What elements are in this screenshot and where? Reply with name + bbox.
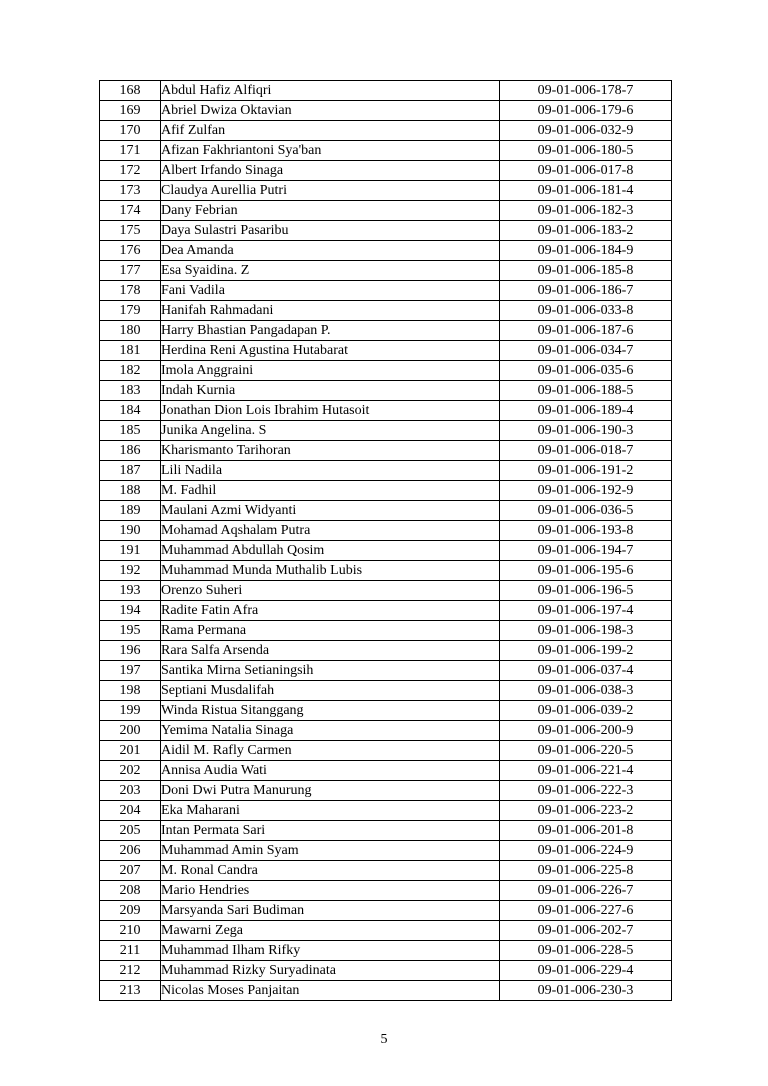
row-number: 199 — [100, 701, 161, 721]
row-number: 191 — [100, 541, 161, 561]
table-row — [100, 161, 672, 181]
table-row — [100, 581, 672, 601]
participant-name: Junika Angelina. S — [161, 421, 500, 441]
participant-name: Afizan Fakhriantoni Sya'ban — [161, 141, 500, 161]
table-row — [100, 201, 672, 221]
participant-id: 09-01-006-183-2 — [500, 221, 672, 241]
participant-name: Indah Kurnia — [161, 381, 500, 401]
table-row — [100, 421, 672, 441]
participant-id: 09-01-006-202-7 — [500, 921, 672, 941]
row-number: 168 — [100, 81, 161, 101]
participant-name: Rama Permana — [161, 621, 500, 641]
participant-name: Afif Zulfan — [161, 121, 500, 141]
participant-id: 09-01-006-198-3 — [500, 621, 672, 641]
table-row — [100, 561, 672, 581]
participant-id: 09-01-006-181-4 — [500, 181, 672, 201]
table-row — [100, 821, 672, 841]
row-number: 200 — [100, 721, 161, 741]
participant-name: M. Fadhil — [161, 481, 500, 501]
participant-id: 09-01-006-179-6 — [500, 101, 672, 121]
participant-id: 09-01-006-226-7 — [500, 881, 672, 901]
row-number: 182 — [100, 361, 161, 381]
participant-name: Jonathan Dion Lois Ibrahim Hutasoit — [161, 401, 500, 421]
participant-name: Radite Fatin Afra — [161, 601, 500, 621]
row-number: 213 — [100, 981, 161, 1001]
participant-id: 09-01-006-196-5 — [500, 581, 672, 601]
row-number: 193 — [100, 581, 161, 601]
participant-table-body — [100, 81, 672, 1001]
table-row — [100, 901, 672, 921]
table-row — [100, 681, 672, 701]
participant-name: Annisa Audia Wati — [161, 761, 500, 781]
table-row — [100, 241, 672, 261]
row-number: 196 — [100, 641, 161, 661]
participant-name: Abriel Dwiza Oktavian — [161, 101, 500, 121]
row-number: 187 — [100, 461, 161, 481]
participant-name: Septiani Musdalifah — [161, 681, 500, 701]
table-row — [100, 501, 672, 521]
participant-id: 09-01-006-222-3 — [500, 781, 672, 801]
row-number: 197 — [100, 661, 161, 681]
participant-id: 09-01-006-225-8 — [500, 861, 672, 881]
row-number: 189 — [100, 501, 161, 521]
participant-id: 09-01-006-228-5 — [500, 941, 672, 961]
row-number: 173 — [100, 181, 161, 201]
participant-name: Herdina Reni Agustina Hutabarat — [161, 341, 500, 361]
row-number: 190 — [100, 521, 161, 541]
participant-name: Lili Nadila — [161, 461, 500, 481]
participant-name: Mario Hendries — [161, 881, 500, 901]
participant-name: Muhammad Amin Syam — [161, 841, 500, 861]
participant-name: Albert Irfando Sinaga — [161, 161, 500, 181]
participant-id: 09-01-006-189-4 — [500, 401, 672, 421]
participant-id: 09-01-006-200-9 — [500, 721, 672, 741]
participant-id: 09-01-006-184-9 — [500, 241, 672, 261]
row-number: 186 — [100, 441, 161, 461]
table-row — [100, 881, 672, 901]
row-number: 201 — [100, 741, 161, 761]
row-number: 194 — [100, 601, 161, 621]
participant-id: 09-01-006-034-7 — [500, 341, 672, 361]
table-row — [100, 221, 672, 241]
participant-id: 09-01-006-221-4 — [500, 761, 672, 781]
participant-name: Daya Sulastri Pasaribu — [161, 221, 500, 241]
table-row — [100, 641, 672, 661]
participant-id: 09-01-006-190-3 — [500, 421, 672, 441]
row-number: 205 — [100, 821, 161, 841]
participant-id: 09-01-006-038-3 — [500, 681, 672, 701]
table-row — [100, 321, 672, 341]
table-row — [100, 81, 672, 101]
row-number: 175 — [100, 221, 161, 241]
participant-id: 09-01-006-039-2 — [500, 701, 672, 721]
table-row — [100, 101, 672, 121]
participant-name: Rara Salfa Arsenda — [161, 641, 500, 661]
participant-id: 09-01-006-195-6 — [500, 561, 672, 581]
participant-name: Orenzo Suheri — [161, 581, 500, 601]
table-row — [100, 761, 672, 781]
participant-id: 09-01-006-032-9 — [500, 121, 672, 141]
table-row — [100, 361, 672, 381]
row-number: 177 — [100, 261, 161, 281]
row-number: 183 — [100, 381, 161, 401]
row-number: 209 — [100, 901, 161, 921]
participant-name: Winda Ristua Sitanggang — [161, 701, 500, 721]
table-row — [100, 781, 672, 801]
participant-name: Fani Vadila — [161, 281, 500, 301]
participant-id: 09-01-006-197-4 — [500, 601, 672, 621]
participant-name: Muhammad Munda Muthalib Lubis — [161, 561, 500, 581]
participant-id: 09-01-006-188-5 — [500, 381, 672, 401]
table-row — [100, 121, 672, 141]
table-row — [100, 981, 672, 1001]
table-row — [100, 701, 672, 721]
participant-name: Santika Mirna Setianingsih — [161, 661, 500, 681]
table-row — [100, 621, 672, 641]
participant-id: 09-01-006-033-8 — [500, 301, 672, 321]
participant-name: Muhammad Ilham Rifky — [161, 941, 500, 961]
table-row — [100, 381, 672, 401]
participant-id: 09-01-006-227-6 — [500, 901, 672, 921]
table-row — [100, 841, 672, 861]
table-row — [100, 341, 672, 361]
participant-id: 09-01-006-192-9 — [500, 481, 672, 501]
participant-name: Mawarni Zega — [161, 921, 500, 941]
participant-name: Imola Anggraini — [161, 361, 500, 381]
table-row — [100, 281, 672, 301]
participant-name: Nicolas Moses Panjaitan — [161, 981, 500, 1001]
participant-name: Esa Syaidina. Z — [161, 261, 500, 281]
participant-table — [99, 80, 672, 1001]
table-row — [100, 801, 672, 821]
participant-name: Marsyanda Sari Budiman — [161, 901, 500, 921]
row-number: 176 — [100, 241, 161, 261]
row-number: 207 — [100, 861, 161, 881]
row-number: 170 — [100, 121, 161, 141]
row-number: 184 — [100, 401, 161, 421]
row-number: 211 — [100, 941, 161, 961]
participant-id: 09-01-006-201-8 — [500, 821, 672, 841]
participant-id: 09-01-006-180-5 — [500, 141, 672, 161]
participant-name: Eka Maharani — [161, 801, 500, 821]
participant-id: 09-01-006-035-6 — [500, 361, 672, 381]
table-row — [100, 961, 672, 981]
table-row — [100, 601, 672, 621]
table-row — [100, 401, 672, 421]
row-number: 169 — [100, 101, 161, 121]
row-number: 210 — [100, 921, 161, 941]
participant-name: Mohamad Aqshalam Putra — [161, 521, 500, 541]
table-row — [100, 921, 672, 941]
participant-id: 09-01-006-223-2 — [500, 801, 672, 821]
table-row — [100, 861, 672, 881]
participant-id: 09-01-006-229-4 — [500, 961, 672, 981]
participant-id: 09-01-006-178-7 — [500, 81, 672, 101]
participant-id: 09-01-006-194-7 — [500, 541, 672, 561]
row-number: 174 — [100, 201, 161, 221]
participant-id: 09-01-006-037-4 — [500, 661, 672, 681]
participant-id: 09-01-006-018-7 — [500, 441, 672, 461]
participant-name: Hanifah Rahmadani — [161, 301, 500, 321]
row-number: 202 — [100, 761, 161, 781]
row-number: 208 — [100, 881, 161, 901]
row-number: 204 — [100, 801, 161, 821]
row-number: 206 — [100, 841, 161, 861]
participant-id: 09-01-006-191-2 — [500, 461, 672, 481]
participant-id: 09-01-006-224-9 — [500, 841, 672, 861]
participant-name: Aidil M. Rafly Carmen — [161, 741, 500, 761]
table-row — [100, 181, 672, 201]
table-row — [100, 141, 672, 161]
participant-name: Intan Permata Sari — [161, 821, 500, 841]
table-row — [100, 481, 672, 501]
row-number: 188 — [100, 481, 161, 501]
participant-name: Kharismanto Tarihoran — [161, 441, 500, 461]
table-row — [100, 441, 672, 461]
row-number: 195 — [100, 621, 161, 641]
participant-name: Harry Bhastian Pangadapan P. — [161, 321, 500, 341]
participant-name: M. Ronal Candra — [161, 861, 500, 881]
participant-id: 09-01-006-185-8 — [500, 261, 672, 281]
participant-name: Dea Amanda — [161, 241, 500, 261]
table-row — [100, 661, 672, 681]
participant-name: Maulani Azmi Widyanti — [161, 501, 500, 521]
participant-id: 09-01-006-199-2 — [500, 641, 672, 661]
table-row — [100, 521, 672, 541]
table-row — [100, 461, 672, 481]
participant-id: 09-01-006-017-8 — [500, 161, 672, 181]
participant-name: Yemima Natalia Sinaga — [161, 721, 500, 741]
participant-id: 09-01-006-193-8 — [500, 521, 672, 541]
row-number: 178 — [100, 281, 161, 301]
row-number: 172 — [100, 161, 161, 181]
participant-id: 09-01-006-230-3 — [500, 981, 672, 1001]
table-row — [100, 261, 672, 281]
table-row — [100, 721, 672, 741]
participant-id: 09-01-006-186-7 — [500, 281, 672, 301]
participant-name: Abdul Hafiz Alfiqri — [161, 81, 500, 101]
row-number: 185 — [100, 421, 161, 441]
row-number: 192 — [100, 561, 161, 581]
participant-id: 09-01-006-182-3 — [500, 201, 672, 221]
row-number: 171 — [100, 141, 161, 161]
participant-id: 09-01-006-036-5 — [500, 501, 672, 521]
participant-name: Doni Dwi Putra Manurung — [161, 781, 500, 801]
participant-id: 09-01-006-220-5 — [500, 741, 672, 761]
table-row — [100, 541, 672, 561]
table-row — [100, 741, 672, 761]
participant-name: Muhammad Abdullah Qosim — [161, 541, 500, 561]
participant-id: 09-01-006-187-6 — [500, 321, 672, 341]
row-number: 179 — [100, 301, 161, 321]
participant-name: Dany Febrian — [161, 201, 500, 221]
table-row — [100, 301, 672, 321]
page-number: 5 — [380, 1032, 388, 1047]
row-number: 181 — [100, 341, 161, 361]
row-number: 203 — [100, 781, 161, 801]
table-row — [100, 941, 672, 961]
participant-name: Muhammad Rizky Suryadinata — [161, 961, 500, 981]
row-number: 180 — [100, 321, 161, 341]
row-number: 198 — [100, 681, 161, 701]
row-number: 212 — [100, 961, 161, 981]
participant-name: Claudya Aurellia Putri — [161, 181, 500, 201]
